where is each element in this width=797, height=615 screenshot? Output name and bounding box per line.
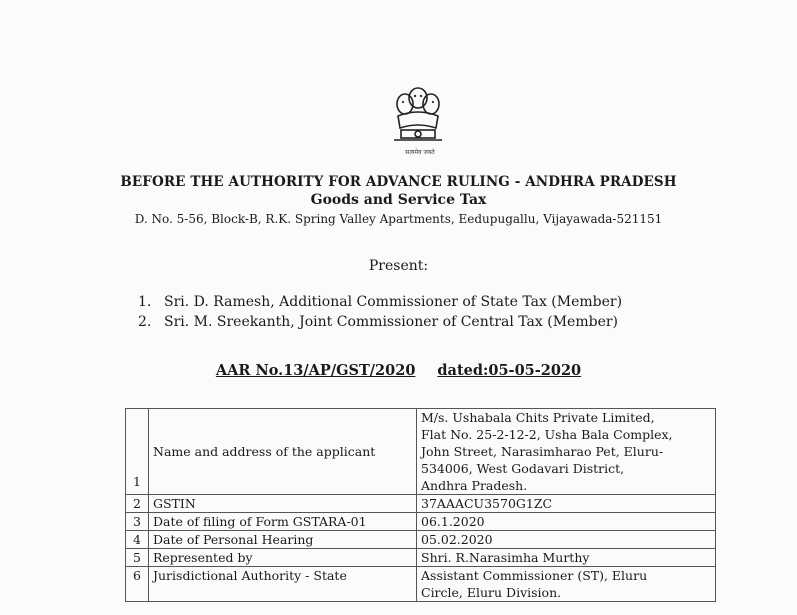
member-number: 1. [138, 294, 152, 310]
row-value: 06.1.2020 [417, 513, 716, 531]
authority-heading: BEFORE THE AUTHORITY FOR ADVANCE RULING - ANDHRA PRADESH [120, 174, 677, 190]
table-row [126, 409, 716, 495]
row-number: 5 [126, 549, 149, 567]
row-label: Date of Personal Hearing [149, 531, 417, 549]
ruling-reference [0, 362, 797, 379]
row-label: Jurisdictional Authority - State [149, 567, 417, 602]
table-row [126, 531, 716, 549]
member-item [138, 312, 622, 332]
present-label: Present: [368, 258, 429, 274]
row-label: Represented by [149, 549, 417, 567]
ruling-number: AAR No.13/AP/GST/2020 [215, 362, 416, 379]
row-value [417, 567, 716, 602]
member-text: Sri. D. Ramesh, Additional Commissioner of State Tax (Member) [164, 294, 623, 310]
row-label: Name and address of the applicant [149, 409, 417, 495]
row-number: 1 [126, 409, 149, 495]
member-text: Sri. M. Sreekanth, Joint Commissioner of Central Tax (Member) [164, 314, 619, 330]
tax-subtitle: Goods and Service Tax [310, 192, 487, 208]
value-line: Assistant Commissioner (ST), Eluru [421, 568, 648, 583]
row-value [417, 409, 716, 495]
row-number: 2 [126, 495, 149, 513]
emblem-motto: सत्यमेव जयते [405, 149, 435, 156]
row-label: Date of filing of Form GSTARA-01 [149, 513, 417, 531]
applicant-details-table [125, 408, 716, 602]
table-row [126, 495, 716, 513]
member-item [138, 292, 622, 312]
value-line: John Street, Narasimharao Pet, Eluru- [421, 444, 664, 459]
value-line: 534006, West Godavari District, [421, 461, 625, 476]
table-row [126, 549, 716, 567]
members-list [138, 292, 622, 332]
ruling-date: dated:05-05-2020 [437, 362, 582, 379]
value-line: Flat No. 25-2-12-2, Usha Bala Complex, [421, 427, 673, 442]
value-line: M/s. Ushabala Chits Private Limited, [421, 410, 655, 425]
row-number: 6 [126, 567, 149, 602]
row-number: 4 [126, 531, 149, 549]
value-line: Andhra Pradesh. [421, 478, 528, 493]
value-line: Circle, Eluru Division. [421, 585, 562, 600]
table-row [126, 513, 716, 531]
row-value: Shri. R.Narasimha Murthy [417, 549, 716, 567]
row-value: 05.02.2020 [417, 531, 716, 549]
row-label: GSTIN [149, 495, 417, 513]
row-number: 3 [126, 513, 149, 531]
authority-address: D. No. 5-56, Block-B, R.K. Spring Valley Apartments, Eedupugallu, Vijayawada-521151 [134, 212, 663, 226]
table-row [126, 567, 716, 602]
member-number: 2. [138, 314, 152, 330]
row-value: 37AAACU3570G1ZC [417, 495, 716, 513]
